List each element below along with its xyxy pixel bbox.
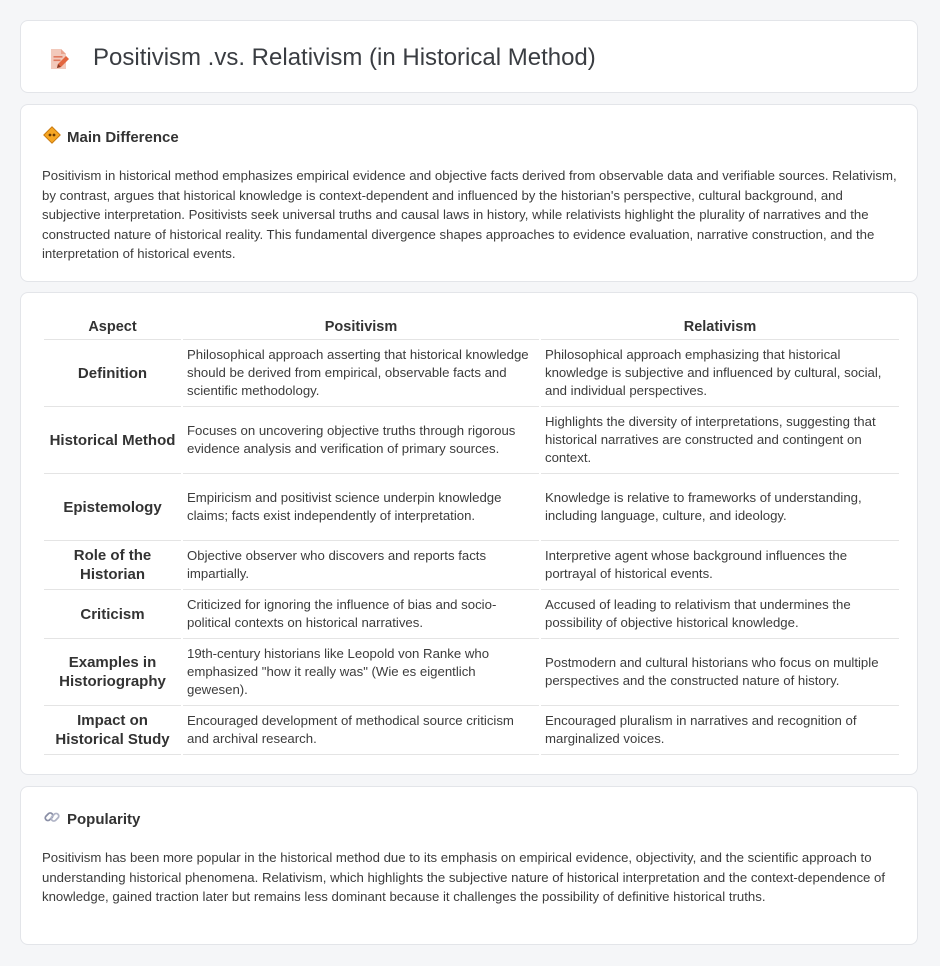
row-aspect: Criticism [44,590,181,639]
table-row [44,474,899,541]
row-relativism: Interpretive agent whose background influences the portrayal of historical events. [541,541,899,590]
document-edit-icon [47,47,71,76]
row-relativism: Postmodern and cultural historians who focus on multiple perspectives and the constructed nature of history. [541,639,899,706]
main-difference-text: Positivism in historical method emphasizes empirical evidence and objective facts derived from observable data and verifiable sources. Relativism, by contrast, argues that historical knowledge is context-dependent and influenced by the historian's perspective, cultural background, and subjective interpretation. Positivists seek universal truths and causal laws in history, while relativists highlight the plurality of narratives and the constructed nature of historical reality. This fundamental divergence shapes approaches to evidence evaluation, narrative construction, and the interpretation of historical events. [42,168,897,261]
row-positivism: Encouraged development of methodical source criticism and archival research. [183,706,539,755]
link-icon [43,808,61,831]
table-row [44,706,899,755]
main-difference-section [20,104,918,282]
popularity-header [43,809,140,829]
row-positivism: Objective observer who discovers and reports facts impartially. [183,541,539,590]
comparison-table-section [20,292,918,775]
row-aspect: Examples in Historiography [44,639,181,706]
row-aspect: Historical Method [44,407,181,474]
row-relativism: Knowledge is relative to frameworks of understanding, including language, culture, and ideology. [541,474,899,541]
row-aspect: Impact on Historical Study [44,706,181,755]
table-header-row [44,315,899,340]
row-relativism: Highlights the diversity of interpretations, suggesting that historical narratives are constructed and contingent on context. [541,407,899,474]
header-aspect: Aspect [44,315,181,340]
comparison-table [42,315,901,755]
main-difference-header [43,127,179,147]
header-positivism: Positivism [183,315,539,340]
row-aspect: Epistemology [44,474,181,541]
row-positivism: 19th-century historians like Leopold von Ranke who emphasized "how it really was" (Wie es eigentlich gewesen). [183,639,539,706]
table-row [44,407,899,474]
table-row [44,541,899,590]
popularity-heading: Popularity [67,810,141,828]
popularity-text: Positivism has been more popular in the historical method due to its emphasis on empirical evidence, objectivity, and the scientific approach to understanding historical phenomena. Relativism, which highlights the subjective nature of historical interpretation and the context-dependence of knowledge, gained traction later but remains less dominant because it challenges the possibility of definitive historical truths. [42,850,886,904]
row-aspect: Role of the Historian [44,541,181,590]
main-difference-heading: Main Difference [67,128,179,146]
row-aspect: Definition [44,340,181,407]
row-positivism: Focuses on uncovering objective truths through rigorous evidence analysis and verification of primary sources. [183,407,539,474]
row-positivism: Philosophical approach asserting that historical knowledge should be derived from empirical, observable facts and scientific methodology. [183,340,539,407]
table-row [44,340,899,407]
table-row [44,590,899,639]
diamond-sign-icon [43,126,61,149]
row-relativism: Accused of leading to relativism that undermines the possibility of objective historical knowledge. [541,590,899,639]
row-relativism: Encouraged pluralism in narratives and recognition of marginalized voices. [541,706,899,755]
row-relativism: Philosophical approach emphasizing that historical knowledge is subjective and influenced by cultural, social, and individual perspectives. [541,340,899,407]
row-positivism: Empiricism and positivist science underpin knowledge claims; facts exist independently of interpretation. [183,474,539,541]
table-row [44,639,899,706]
row-positivism: Criticized for ignoring the influence of bias and socio-political contexts on historical narratives. [183,590,539,639]
header-relativism: Relativism [541,315,899,340]
page-title: Positivism .vs. Relativism (in Historical Method) [93,44,596,71]
popularity-section [20,786,918,945]
title-card [20,20,918,93]
